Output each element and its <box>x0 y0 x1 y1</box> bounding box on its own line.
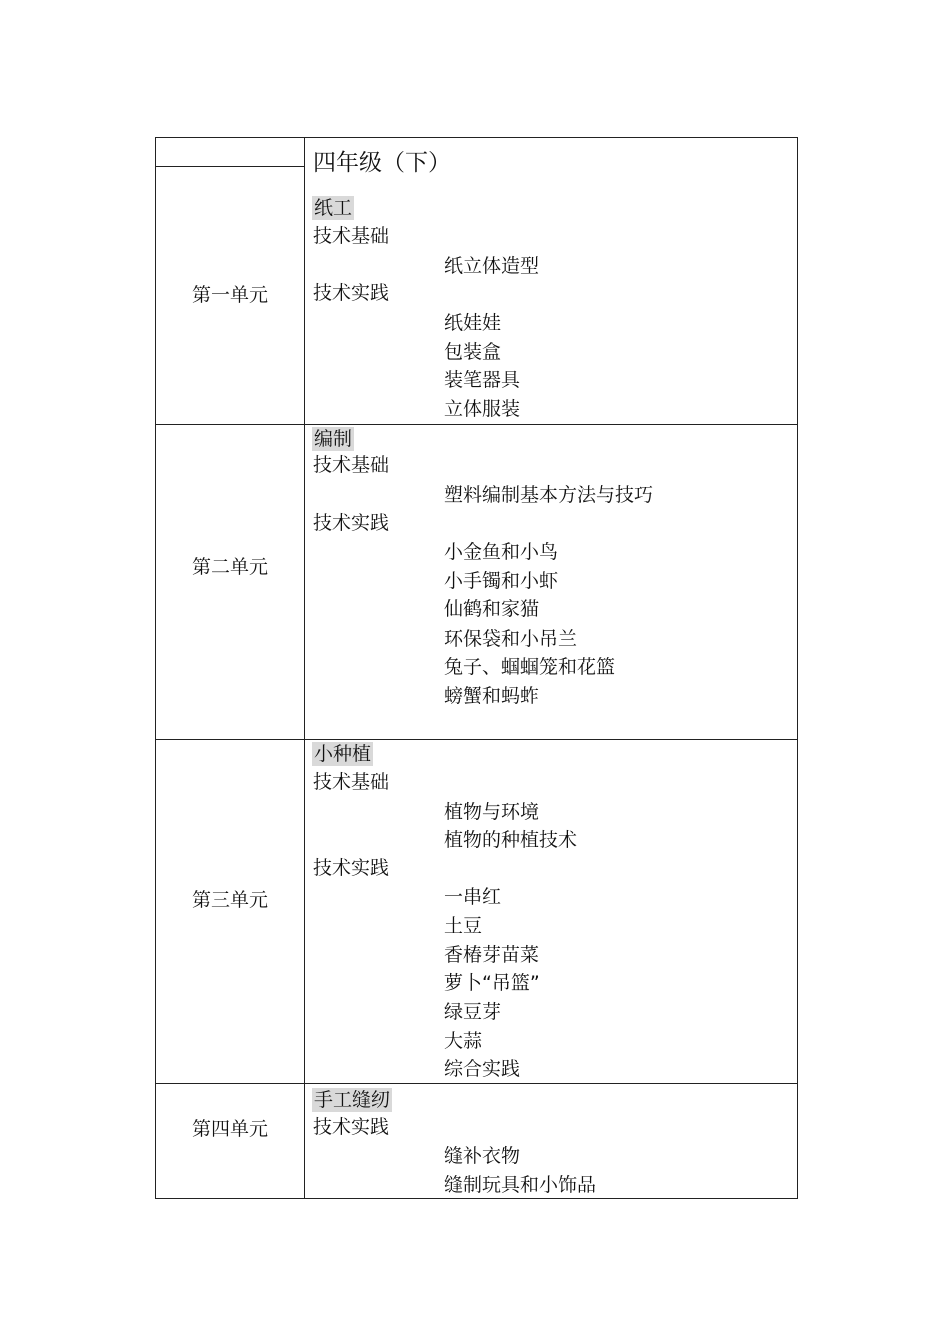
grade-title: 四年级（下） <box>313 150 451 176</box>
unit-2-section-2-item: 小金鱼和小鸟 <box>444 541 559 563</box>
unit-1-section-1-item: 纸立体造型 <box>444 255 540 277</box>
unit-3-section-2-item: 一串红 <box>444 886 502 908</box>
unit-2-content-cell <box>304 424 798 740</box>
unit-2-label-cell <box>155 424 305 740</box>
unit-1-section-1-title: 技术基础 <box>313 225 390 247</box>
unit-2-section-2-item: 螃蟹和蚂蚱 <box>444 685 540 707</box>
unit-3-section-2-item: 土豆 <box>444 915 483 937</box>
unit-4-section-1-item: 缝制玩具和小饰品 <box>444 1174 597 1196</box>
unit-2-section-2-title: 技术实践 <box>313 512 390 534</box>
unit-4-label: 第四单元 <box>191 1118 268 1140</box>
unit-4-section-1-item: 缝补衣物 <box>444 1145 521 1167</box>
unit-1-section-2-item: 装笔器具 <box>444 369 521 391</box>
unit-1-label: 第一单元 <box>191 284 268 306</box>
unit-3-section-2-item: 萝卜“吊篮” <box>444 972 540 994</box>
unit-2-section-2-item: 环保袋和小吊兰 <box>444 628 578 650</box>
unit-2-section-2-item: 小手镯和小虾 <box>444 570 559 592</box>
unit-3-section-1-item: 植物与环境 <box>444 801 540 823</box>
unit-3-section-2-item: 综合实践 <box>444 1058 521 1080</box>
unit-3-section-2-title: 技术实践 <box>313 857 390 879</box>
unit-2-section-2-item: 兔子、蝈蝈笼和花篮 <box>444 656 616 678</box>
unit-3-section-2-item: 绿豆芽 <box>444 1001 502 1023</box>
unit-1-section-2-item: 立体服装 <box>444 398 521 420</box>
unit-3-label: 第三单元 <box>191 889 268 911</box>
unit-1-content-cell <box>304 137 798 425</box>
unit-3-section-2-item: 大蒜 <box>444 1030 483 1052</box>
unit-3-section-2-item: 香椿芽苗菜 <box>444 944 540 966</box>
unit-3-content-cell <box>304 739 798 1084</box>
unit-4-section-1-title: 技术实践 <box>313 1116 390 1138</box>
unit-4-content-cell <box>304 1083 798 1199</box>
unit-2-section-2-item: 仙鹤和家猫 <box>444 598 540 620</box>
unit-2-section-1-title: 技术基础 <box>313 454 390 476</box>
unit-1-section-2-title: 技术实践 <box>313 282 390 304</box>
curriculum-table <box>155 137 798 1199</box>
unit-3-section-1-title: 技术基础 <box>313 771 390 793</box>
unit-3-section-1-item: 植物的种植技术 <box>444 829 578 851</box>
header-left-cell <box>155 137 305 167</box>
unit-1-topic: 纸工 <box>314 197 353 219</box>
unit-4-topic: 手工缝纫 <box>314 1089 391 1111</box>
unit-2-section-1-item: 塑料编制基本方法与技巧 <box>444 484 654 506</box>
unit-1-label-cell <box>155 166 305 425</box>
unit-1-section-2-item: 包装盒 <box>444 341 502 363</box>
unit-3-label-cell <box>155 739 305 1084</box>
unit-1-section-2-item: 纸娃娃 <box>444 312 502 334</box>
unit-4-label-cell <box>155 1083 305 1199</box>
unit-2-topic: 编制 <box>314 428 353 450</box>
unit-3-topic: 小种植 <box>314 743 372 765</box>
unit-2-label: 第二单元 <box>191 556 268 578</box>
